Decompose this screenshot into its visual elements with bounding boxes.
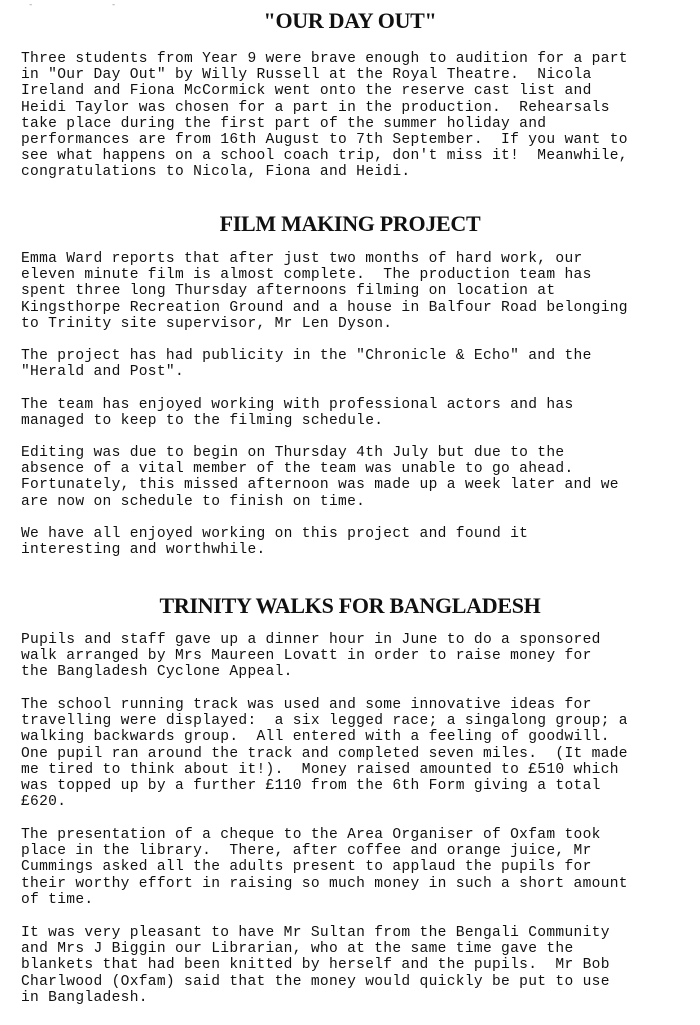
section-title-film-making-project: FILM MAKING PROJECT — [219, 211, 481, 236]
walks-paragraph-3: The presentation of a cheque to the Area Organiser of Oxfam took place in the library. There, after coffee and orange juice, Mr Cummings asked all the adults present to applaud the pupils for their worthy effort in raising so much money in such a short amount of time. — [21, 827, 628, 908]
film-paragraph-4: Editing was due to begin on Thursday 4th July but due to the absence of a vital member of the team was unable to go ahead. Fortunately, this missed afternoon was made up a week later and we are now on schedule to finish on time. — [21, 445, 619, 510]
film-paragraph-3: The team has enjoyed working with professional actors and has managed to keep to the filming schedule. — [21, 397, 574, 430]
film-paragraph-1: Emma Ward reports that after just two months of hard work, our eleven minute film is almost complete. The production team has spent three long Thursday afternoons filming on location at Kingsthorpe Recreation Ground and a house in Balfour Road belonging to Trinity site supervisor, Mr Len Dyson. — [21, 251, 628, 332]
section-title-our-day-out: "OUR DAY OUT" — [263, 8, 437, 33]
walks-paragraph-2: The school running track was used and some innovative ideas for travelling were displayed: a six legged race; a singalong group; a walking backwards group. All entered with a feeling of goodwill. One pupil ran around the track and completed seven miles. (It made me tired to think about it!). Money raised amounted to £510 which was topped up by a further £110 from the 6th Form giving a total £620. — [21, 697, 628, 811]
scan-marks: - - — [28, 0, 153, 10]
section-title-trinity-walks: TRINITY WALKS FOR BANGLADESH — [159, 593, 541, 618]
walks-paragraph-1: Pupils and staff gave up a dinner hour in June to do a sponsored walk arranged by Mrs Maureen Lovatt in order to raise money for the Bangladesh Cyclone Appeal. — [21, 632, 601, 681]
film-paragraph-5: We have all enjoyed working on this project and found it interesting and worthwhile. — [21, 526, 529, 559]
walks-paragraph-4: It was very pleasant to have Mr Sultan from the Bengali Community and Mrs J Biggin our Librarian, who at the same time gave the blankets that had been knitted by herself and the pupils. Mr Bob Charlwood (Oxfam) said that the money would quickly be put to use in Bangladesh. — [21, 925, 610, 1006]
film-paragraph-2: The project has had publicity in the "Chronicle & Echo" and the "Herald and Post". — [21, 348, 592, 381]
our-day-out-paragraph-1: Three students from Year 9 were brave enough to audition for a part in "Our Day Out" by Willy Russell at the Royal Theatre. Nicola Ireland and Fiona McCormick went onto the reserve cast list and Heidi Taylor was chosen for a part in the production. Rehearsals take place during the first part of the summer holiday and performances are from 16th August to 7th September. If you want to see what happens on a school coach trip, don't miss it! Meanwhile, congratulations to Nicola, Fiona and Heidi. — [21, 51, 628, 181]
